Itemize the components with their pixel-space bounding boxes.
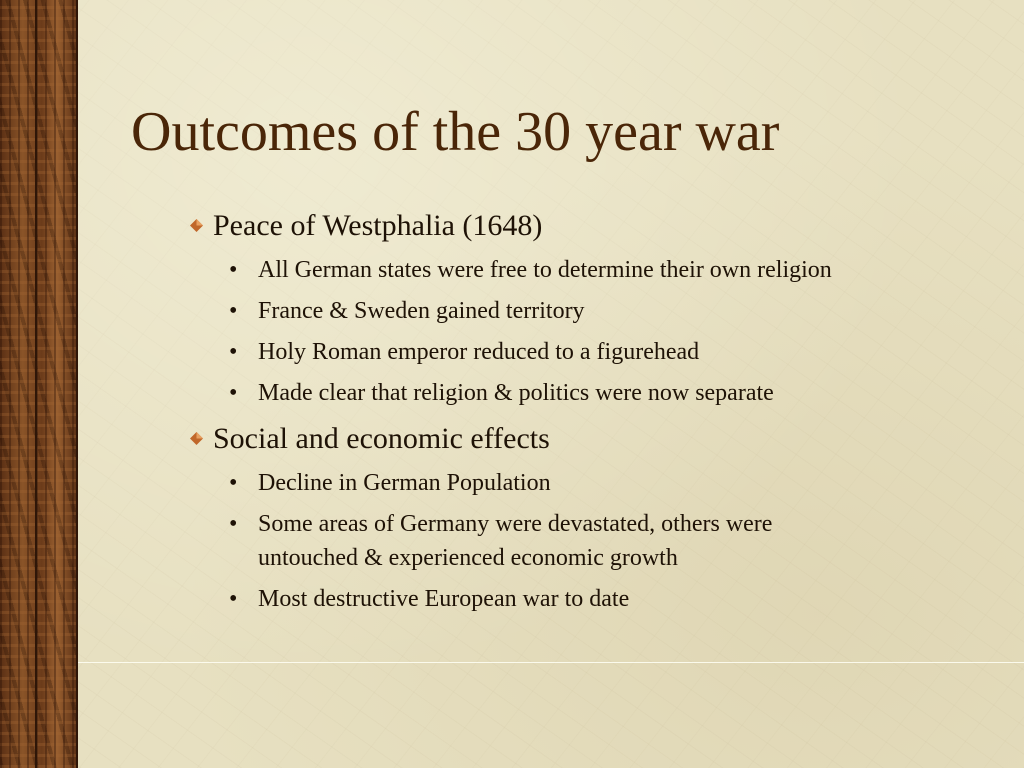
bullet-item-continuation: untouched & experienced economic growth [258,545,678,571]
bullet-item: All German states were free to determine their own religion [258,257,832,283]
bullet-item: Decline in German Population [258,470,551,496]
footer-rule [78,662,1024,663]
bullet-item: Most destructive European war to date [258,586,630,612]
bullet-item: France & Sweden gained territory [258,298,585,324]
bullet-item: Some areas of Germany were devastated, others were [258,511,773,537]
bullet-dot: • [229,511,238,537]
wood-side-bar [0,0,76,768]
section-heading-westphalia: Peace of Westphalia (1648) [213,209,543,242]
side-bar-edge [76,0,78,768]
bullet-item: Holy Roman emperor reduced to a figurehead [258,339,700,365]
diamond-bullet-icon [190,432,203,445]
side-bar-divider [35,0,37,768]
bullet-dot: • [229,257,238,283]
bullet-dot: • [229,339,238,365]
bullet-dot: • [229,298,238,324]
bullet-dot: • [229,470,238,496]
bullet-dot: • [229,586,238,612]
section-heading-social-economic: Social and economic effects [213,422,550,455]
diamond-bullet-icon [190,219,203,232]
bullet-item: Made clear that religion & politics were now separate [258,380,774,406]
bullet-dot: • [229,380,238,406]
slide-title: Outcomes of the 30 year war [131,101,780,163]
